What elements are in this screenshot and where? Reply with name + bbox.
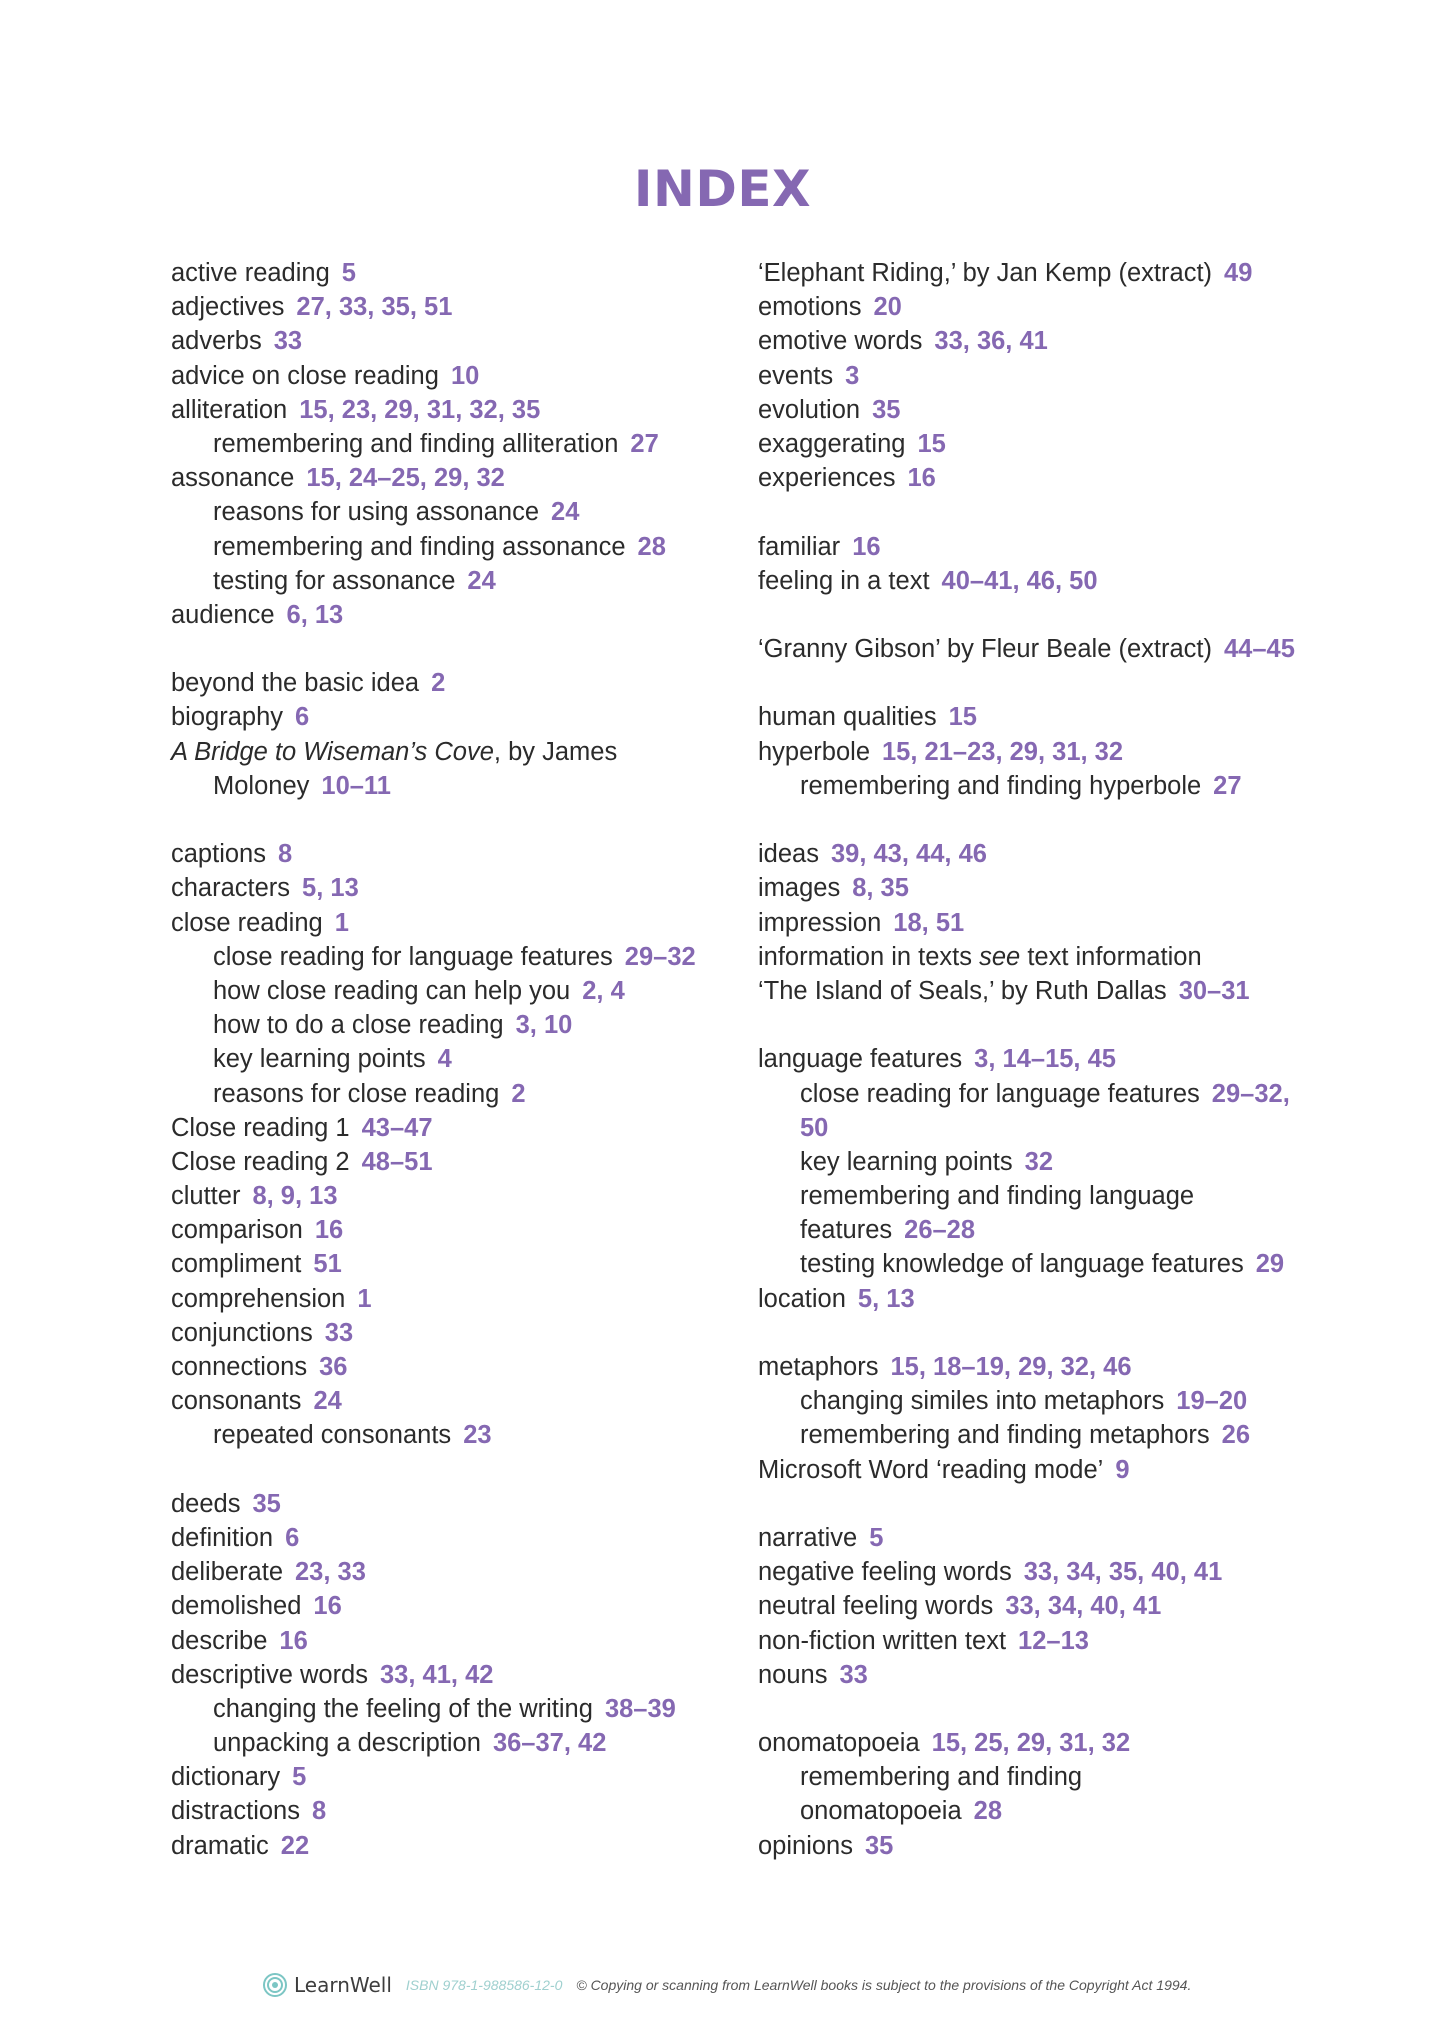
index-entry: [171, 290, 731, 324]
index-page-numbers: 15, 25, 29, 31, 32: [931, 1729, 1131, 1758]
index-term: remembering and finding alliteration: [213, 429, 619, 458]
swirl-logo-icon: [262, 1972, 288, 1998]
index-page-numbers: 33, 34, 40, 41: [1005, 1592, 1162, 1621]
index-spacer: [758, 666, 1348, 700]
index-entry: [758, 1624, 1348, 1658]
index-entry: [171, 359, 731, 393]
index-term: key learning points: [213, 1045, 426, 1074]
index-term: negative feeling words: [758, 1558, 1012, 1587]
index-entry: [171, 837, 731, 871]
index-term: consonants: [171, 1387, 302, 1416]
index-page-numbers: 1: [334, 908, 349, 937]
index-term: close reading for language features: [800, 1079, 1200, 1108]
index-entry: [171, 1316, 731, 1350]
index-subentry: [758, 1213, 1348, 1247]
index-subentry: [171, 1042, 731, 1076]
index-subentry: [758, 1384, 1348, 1418]
index-page-numbers: 10–11: [321, 771, 391, 800]
index-page-numbers: 29–32,: [1211, 1079, 1290, 1108]
index-spacer: [758, 495, 1348, 529]
index-page-numbers: 36–37, 42: [492, 1729, 607, 1758]
index-spacer: [758, 598, 1348, 632]
index-entry: [171, 906, 731, 940]
index-entry: [758, 735, 1348, 769]
index-see-target: text information: [1020, 942, 1202, 971]
index-term: deliberate: [171, 1558, 283, 1587]
index-page-numbers: 3: [845, 361, 860, 390]
index-entry: [758, 1658, 1348, 1692]
index-page-numbers: 15, 24–25, 29, 32: [306, 464, 505, 493]
index-page-numbers: 38–39: [604, 1694, 676, 1723]
index-entry: [171, 1179, 731, 1213]
index-term: Microsoft Word ‘reading mode’: [758, 1455, 1104, 1484]
index-page-numbers: 5, 13: [857, 1284, 915, 1313]
index-entry: [758, 393, 1348, 427]
index-term: deeds: [171, 1489, 241, 1518]
index-page-numbers: 24: [551, 498, 580, 527]
index-entry: [758, 632, 1348, 666]
index-page-numbers: 8: [311, 1797, 327, 1826]
index-entry: [758, 564, 1348, 598]
index-subentry: [171, 530, 731, 564]
index-term: remembering and finding: [800, 1763, 1083, 1792]
index-term: dramatic: [171, 1831, 269, 1860]
index-term: describe: [171, 1626, 268, 1655]
index-entry: [758, 256, 1348, 290]
index-subentry: [758, 1247, 1348, 1281]
index-term: impression: [758, 908, 882, 937]
index-subentry: [171, 1418, 731, 1452]
index-term: remembering and finding hyperbole: [800, 771, 1202, 800]
index-page-numbers: 9: [1115, 1455, 1130, 1484]
index-page-numbers: 8: [277, 840, 293, 869]
index-term: exaggerating: [758, 429, 906, 458]
index-subentry: [758, 1145, 1348, 1179]
index-term: repeated consonants: [213, 1421, 452, 1450]
index-subentry: [758, 1794, 1348, 1828]
index-entry: [171, 735, 731, 769]
index-term: comparison: [171, 1216, 303, 1245]
index-see-reference: see: [979, 942, 1021, 971]
index-term: active reading: [171, 259, 330, 287]
index-page-numbers: 35: [872, 395, 901, 424]
index-term: adjectives: [171, 293, 285, 322]
index-page-numbers: 51: [313, 1250, 342, 1279]
index-page-numbers: 2: [511, 1079, 526, 1108]
index-page-numbers: 15, 23, 29, 31, 32, 35: [299, 395, 541, 424]
index-entry: [171, 1829, 731, 1863]
index-page-numbers: 33: [324, 1318, 354, 1347]
index-page-numbers: 5: [341, 259, 356, 287]
index-entry: [758, 427, 1348, 461]
index-page-numbers: 3, 14–15, 45: [974, 1045, 1116, 1074]
index-term: events: [758, 361, 834, 390]
index-term: compliment: [171, 1250, 302, 1279]
index-term: onomatopoeia: [758, 1729, 920, 1758]
index-page-numbers: 2: [431, 669, 446, 698]
index-page-numbers: 5: [292, 1763, 307, 1792]
index-entry: [758, 1453, 1348, 1487]
index-term: ideas: [758, 840, 819, 869]
index-term: changing the feeling of the writing: [213, 1694, 593, 1723]
index-spacer: [171, 1453, 731, 1487]
index-term: remembering and finding assonance: [213, 532, 626, 561]
index-entry: [171, 1111, 731, 1145]
index-page-numbers: 8, 9, 13: [252, 1182, 338, 1211]
index-page-numbers: 24: [313, 1387, 342, 1416]
index-entry: [171, 1589, 731, 1623]
index-term: emotions: [758, 293, 862, 322]
index-entry: [171, 1658, 731, 1692]
index-term: narrative: [758, 1523, 858, 1552]
index-entry: [171, 700, 731, 734]
index-term: ‘Elephant Riding,’ by Jan Kemp (extract): [758, 259, 1213, 287]
index-page-numbers: 24: [467, 566, 496, 595]
index-term: remembering and finding language: [800, 1182, 1195, 1211]
index-page-numbers: 33, 41, 42: [380, 1660, 494, 1689]
index-entry: [758, 871, 1348, 905]
index-page-numbers: 20: [873, 293, 902, 322]
index-page-numbers: 10: [450, 361, 480, 390]
index-spacer: [758, 1487, 1348, 1521]
index-page-numbers: 16: [852, 532, 881, 561]
index-term: comprehension: [171, 1284, 346, 1313]
index-entry: [758, 1282, 1348, 1316]
index-term: connections: [171, 1353, 308, 1381]
index-page-numbers: 16: [314, 1216, 344, 1245]
index-page-numbers: 1: [357, 1284, 372, 1313]
index-page-numbers: 3, 10: [515, 1011, 573, 1040]
index-entry: [758, 906, 1348, 940]
index-term: metaphors: [758, 1353, 879, 1381]
index-term: key learning points: [800, 1147, 1013, 1176]
index-term: Close reading 2: [171, 1147, 350, 1176]
index-page-numbers: 16: [279, 1626, 308, 1655]
index-page-numbers: 6: [285, 1523, 300, 1552]
index-entry: [758, 1350, 1348, 1384]
index-page-numbers: 28: [973, 1797, 1003, 1826]
index-entry: [758, 1589, 1348, 1623]
index-entry: [758, 1042, 1348, 1076]
index-entry: [758, 1555, 1348, 1589]
index-entry: [171, 871, 731, 905]
index-column-left: [171, 256, 731, 1863]
index-term: testing knowledge of language features: [800, 1250, 1244, 1279]
index-entry: [171, 1760, 731, 1794]
index-term: non-fiction written text: [758, 1626, 1007, 1655]
index-term-rest: , by James: [493, 737, 618, 766]
index-page-numbers: 33, 36, 41: [934, 327, 1048, 356]
index-term: testing for assonance: [213, 566, 456, 595]
index-page-numbers: 16: [313, 1592, 342, 1621]
index-term: onomatopoeia: [800, 1797, 962, 1826]
index-entry: [758, 1726, 1348, 1760]
index-spacer: [758, 803, 1348, 837]
index-subentry: [171, 1077, 731, 1111]
index-page-numbers: 15, 21–23, 29, 31, 32: [882, 737, 1124, 766]
index-term: images: [758, 874, 841, 903]
index-term: captions: [171, 840, 266, 869]
brand-name: LearnWell: [294, 1973, 392, 1997]
index-entry: [758, 940, 1348, 974]
index-entry: [171, 1624, 731, 1658]
index-page-numbers: 6, 13: [286, 600, 344, 629]
index-term: familiar: [758, 532, 841, 561]
index-term: demolished: [171, 1592, 302, 1621]
index-page-numbers: 49: [1224, 259, 1253, 287]
index-term: remembering and finding metaphors: [800, 1421, 1210, 1450]
index-entry: [171, 393, 731, 427]
index-entry: [171, 1213, 731, 1247]
index-spacer: [171, 632, 731, 666]
index-term: assonance: [171, 464, 295, 493]
index-entry: [171, 1521, 731, 1555]
index-term: location: [758, 1284, 846, 1313]
index-subentry: [171, 974, 731, 1008]
index-subentry: [758, 769, 1348, 803]
index-page-numbers: 40–41, 46, 50: [941, 566, 1098, 595]
index-term: human qualities: [758, 703, 937, 732]
index-page-numbers: 2, 4: [582, 976, 625, 1005]
index-entry: [171, 1794, 731, 1828]
index-term: language features: [758, 1045, 963, 1074]
index-term: emotive words: [758, 327, 923, 356]
index-term: distractions: [171, 1797, 300, 1826]
index-entry: [758, 290, 1348, 324]
index-term: beyond the basic idea: [171, 669, 420, 698]
index-page-numbers: 4: [437, 1045, 452, 1074]
index-subentry: [758, 1111, 1348, 1145]
index-page-numbers: 18, 51: [893, 908, 965, 937]
index-subentry: [171, 940, 731, 974]
index-term: experiences: [758, 464, 896, 493]
index-column-right: [758, 256, 1348, 1863]
index-term: reasons for using assonance: [213, 498, 540, 527]
index-term: nouns: [758, 1660, 828, 1689]
index-term: Close reading 1: [171, 1113, 350, 1142]
index-subentry: [171, 427, 731, 461]
index-term: evolution: [758, 395, 861, 424]
index-entry: [171, 1555, 731, 1589]
index-entry: [171, 598, 731, 632]
index-term: definition: [171, 1523, 274, 1552]
index-subentry: [758, 1760, 1348, 1794]
index-entry: [171, 1487, 731, 1521]
index-term: Moloney: [213, 771, 310, 800]
index-page-numbers: 29: [1255, 1250, 1285, 1279]
index-term: features: [800, 1216, 893, 1245]
index-page-numbers: 35: [865, 1831, 894, 1860]
index-entry: [758, 359, 1348, 393]
index-page-numbers: 27, 33, 35, 51: [296, 293, 453, 322]
index-entry: [758, 1521, 1348, 1555]
index-entry: [171, 666, 731, 700]
index-page-numbers: 30–31: [1178, 976, 1250, 1005]
index-term: feeling in a text: [758, 566, 930, 595]
index-subentry: [171, 1008, 731, 1042]
index-term: alliteration: [171, 395, 288, 424]
index-entry: [758, 837, 1348, 871]
index-term: unpacking a description: [213, 1729, 481, 1758]
index-term: adverbs: [171, 327, 262, 356]
index-entry: [171, 1384, 731, 1418]
index-page-numbers: 19–20: [1176, 1387, 1248, 1416]
index-page-numbers: 23, 33: [295, 1558, 366, 1587]
index-subentry: [758, 1418, 1348, 1452]
index-page-numbers: 33: [839, 1660, 868, 1689]
index-term: ‘The Island of Seals,’ by Ruth Dallas: [758, 976, 1167, 1005]
page-title: INDEX: [633, 160, 812, 218]
index-term: close reading: [171, 908, 323, 937]
copyright-notice: © Copying or scanning from LearnWell books is subject to the provisions of the Copyright Act 1994.: [576, 1977, 1192, 1993]
index-page-numbers: 12–13: [1018, 1626, 1089, 1655]
index-term: biography: [171, 703, 283, 732]
index-page-numbers: 27: [630, 429, 659, 458]
isbn: ISBN 978-1-988586-12-0: [405, 1977, 563, 1993]
index-entry: [758, 974, 1348, 1008]
index-entry: [171, 1282, 731, 1316]
index-page-numbers: 15: [917, 429, 946, 458]
index-term: reasons for close reading: [213, 1079, 500, 1108]
index-term: ‘Granny Gibson’ by Fleur Beale (extract): [758, 635, 1212, 664]
index-page-numbers: 35: [252, 1489, 281, 1518]
index-subentry: [171, 1692, 731, 1726]
index-entry: [171, 256, 731, 290]
index-term: how to do a close reading: [213, 1011, 504, 1040]
index-subentry: [758, 1179, 1348, 1213]
index-term: dictionary: [171, 1763, 281, 1792]
index-subentry: [171, 769, 731, 803]
index-page-numbers: 44–45: [1223, 635, 1295, 664]
index-page-numbers: 5, 13: [302, 874, 359, 903]
index-entry: [171, 324, 731, 358]
index-page-numbers: 27: [1213, 771, 1242, 800]
index-page-numbers: 33, 34, 35, 40, 41: [1023, 1558, 1223, 1587]
index-page-numbers: 15: [948, 703, 977, 732]
index-entry: [758, 461, 1348, 495]
index-term: advice on close reading: [171, 361, 439, 390]
index-term: clutter: [171, 1182, 241, 1211]
index-term: hyperbole: [758, 737, 870, 766]
index-page-numbers: 39, 43, 44, 46: [830, 840, 987, 869]
index-page-numbers: 50: [800, 1113, 829, 1142]
index-term: opinions: [758, 1831, 853, 1860]
index-term: changing similes into metaphors: [800, 1387, 1165, 1416]
page-footer: [262, 1968, 1191, 2002]
index-page-numbers: 33: [273, 327, 303, 356]
index-entry: [171, 1145, 731, 1179]
index-page-numbers: 48–51: [361, 1147, 433, 1176]
index-page-numbers: 43–47: [361, 1113, 433, 1142]
index-page-numbers: 16: [907, 464, 936, 493]
index-subentry: [171, 495, 731, 529]
index-spacer: [758, 1316, 1348, 1350]
index-page-numbers: 22: [280, 1831, 310, 1860]
index-term: close reading for language features: [213, 942, 613, 971]
index-page-numbers: 15, 18–19, 29, 32, 46: [890, 1353, 1132, 1381]
index-spacer: [758, 1692, 1348, 1726]
index-subentry: [758, 1077, 1348, 1111]
index-page-numbers: 36: [319, 1353, 348, 1381]
index-term: characters: [171, 874, 291, 903]
index-term-title: A Bridge to Wiseman’s Cove: [171, 737, 494, 766]
index-page-numbers: 28: [637, 532, 666, 561]
index-entry: [758, 530, 1348, 564]
index-entry: [171, 461, 731, 495]
index-page-numbers: 8, 35: [852, 874, 909, 903]
index-term: descriptive words: [171, 1660, 368, 1689]
learnwell-logo: [262, 1972, 392, 1998]
index-term: how close reading can help you: [213, 976, 571, 1005]
index-spacer: [758, 1008, 1348, 1042]
index-page-numbers: 5: [869, 1523, 884, 1552]
index-term: neutral feeling words: [758, 1592, 994, 1621]
index-term: audience: [171, 600, 275, 629]
index-entry: [171, 1350, 731, 1384]
index-spacer: [171, 803, 731, 837]
index-entry: [171, 1247, 731, 1281]
index-page-numbers: 26–28: [904, 1216, 976, 1245]
index-subentry: [171, 1726, 731, 1760]
index-page-numbers: 32: [1024, 1147, 1054, 1176]
index-entry: [758, 700, 1348, 734]
index-page-numbers: 29–32: [624, 942, 696, 971]
index-page-numbers: 26: [1221, 1421, 1251, 1450]
index-page-numbers: 6: [295, 703, 310, 732]
index-entry: [758, 1829, 1348, 1863]
index-term: information in texts: [758, 942, 973, 971]
index-page-numbers: 23: [463, 1421, 492, 1450]
index-term: conjunctions: [171, 1318, 313, 1347]
index-entry: [758, 324, 1348, 358]
index-subentry: [171, 564, 731, 598]
